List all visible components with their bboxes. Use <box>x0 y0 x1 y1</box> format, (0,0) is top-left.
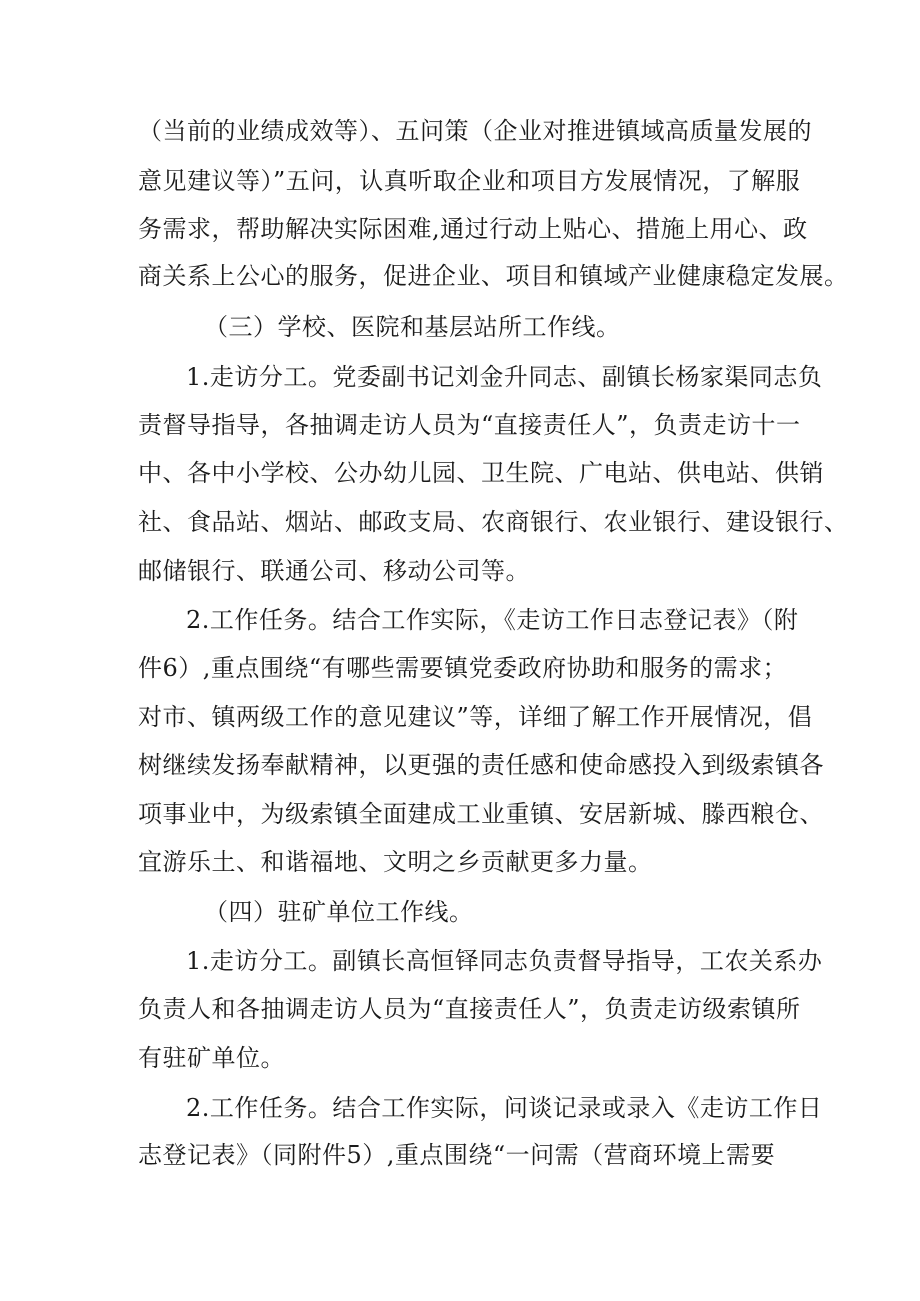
text-line: 2.工作任务。结合工作实际，问谈记录或录入《走访工作日 <box>186 1094 823 1122</box>
text-line: 商关系上公心的服务，促进企业、项目和镇域产业健康稳定发展。 <box>138 262 849 290</box>
text-line: 邮储银行、联通公司、移动公司等。 <box>138 557 530 585</box>
text-line: 宜游乐土、和谐福地、文明之乡贡献更多力量。 <box>138 848 653 876</box>
text-line: 对市、镇两级工作的意见建议”等，详细了解工作开展情况，倡 <box>138 703 813 731</box>
text-line: 项事业中，为级索镇全面建成工业重镇、安居新城、滕西粮仓、 <box>138 800 824 828</box>
text-line: 责督导指导，各抽调走访人员为“直接责任人”，负责走访十一 <box>138 411 801 439</box>
text-line: 志登记表》（同附件5）,重点围绕“一问需（营商环境上需要 <box>138 1141 776 1169</box>
text-line: 1.走访分工。副镇长高恒铎同志负责督导指导，工农关系办 <box>186 947 823 975</box>
text-line: 意见建议等）”五问，认真听取企业和项目方发展情况，了解服 <box>138 167 801 195</box>
text-line: 有驻矿单位。 <box>138 1044 285 1072</box>
text-line: 务需求，帮助解决实际困难,通过行动上贴心、措施上用心、政 <box>138 215 808 243</box>
text-line: 树继续发扬奉献精神，以更强的责任感和使命感投入到级索镇各 <box>138 751 824 779</box>
text-line: （当前的业绩成效等）、五问策（企业对推进镇域高质量发展的 <box>138 117 812 145</box>
text-line: 1.走访分工。党委副书记刘金升同志、副镇长杨家渠同志负 <box>186 363 823 391</box>
section-heading: （三）学校、医院和基层站所工作线。 <box>204 313 621 341</box>
text-line: 社、食品站、烟站、邮政支局、农商银行、农业银行、建设银行、 <box>138 508 849 536</box>
text-line: 件6）,重点围绕“有哪些需要镇党委政府协助和服务的需求； <box>138 654 788 682</box>
text-line: 负责人和各抽调走访人员为“直接责任人”，负责走访级索镇所 <box>138 995 801 1023</box>
text-line: 2.工作任务。结合工作实际，《走访工作日志登记表》（附 <box>186 606 799 634</box>
section-heading: （四）驻矿单位工作线。 <box>204 898 474 926</box>
text-line: 中、各中小学校、公办幼儿园、卫生院、广电站、供电站、供销 <box>138 459 824 487</box>
